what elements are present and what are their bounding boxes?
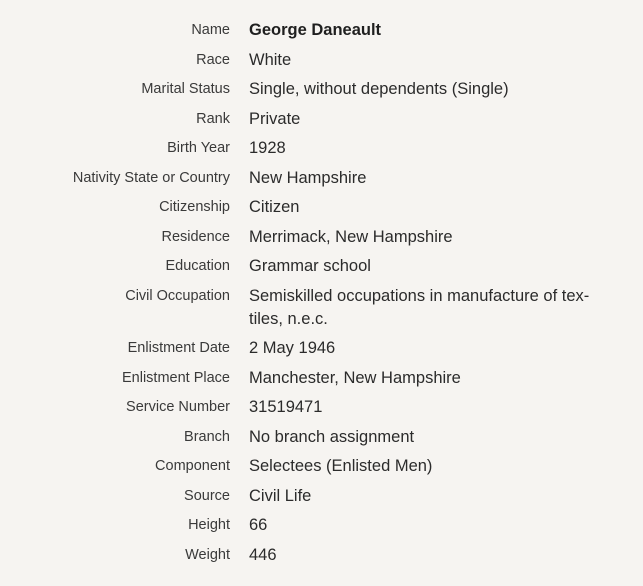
field-value-civil-occupation: Semiskilled occupations in manufacture of tex-tiles, n.e.c. (249, 286, 590, 328)
field-value-birth-year: 1928 (249, 139, 286, 157)
field-label-service-number: Service Number (126, 399, 230, 415)
field-label-name: Name (191, 22, 230, 38)
record-row-race (0, 49, 643, 72)
field-value-enlistment-date: 2 May 1946 (249, 339, 336, 357)
field-value-rank: Private (249, 109, 301, 128)
field-label-branch: Branch (184, 428, 230, 445)
record-row-education (0, 255, 643, 278)
field-label-civil-occupation: Civil Occupation (125, 287, 230, 304)
record-row-weight (0, 544, 643, 567)
record-row-enlistment-place (0, 367, 643, 390)
record-row-branch (0, 426, 643, 449)
field-value-education: Grammar school (249, 257, 371, 275)
record-row-civil-occupation (0, 285, 643, 331)
record-row-marital-status (0, 78, 643, 101)
field-label-enlistment-date: Enlistment Date (127, 340, 230, 356)
field-value-source: Civil Life (249, 486, 312, 505)
field-value-name: George Daneault (249, 21, 382, 39)
field-label-height: Height (188, 517, 230, 533)
field-value-nativity: New Hampshire (249, 168, 367, 187)
record-row-citizenship (0, 196, 643, 219)
field-value-component: Selectees (Enlisted Men) (249, 457, 433, 475)
field-value-branch: No branch assignment (249, 427, 415, 446)
field-label-education: Education (165, 258, 230, 274)
record-row-rank (0, 108, 643, 131)
field-label-nativity: Nativity State or Country (72, 169, 230, 186)
field-value-race: White (249, 50, 292, 69)
field-label-birth-year: Birth Year (167, 140, 230, 156)
field-value-residence: Merrimack, New Hampshire (249, 227, 453, 246)
field-value-marital-status: Single, without dependents (Single) (249, 80, 509, 98)
field-label-race: Race (196, 51, 230, 68)
record-row-name (0, 19, 643, 42)
record-row-source (0, 485, 643, 508)
record-row-nativity (0, 167, 643, 190)
field-label-marital-status: Marital Status (141, 81, 230, 97)
field-label-weight: Weight (185, 546, 230, 563)
field-value-citizenship: Citizen (249, 198, 300, 216)
field-label-citizenship: Citizenship (159, 199, 230, 215)
field-label-rank: Rank (196, 110, 230, 127)
record-row-enlistment-date (0, 337, 643, 360)
field-label-component: Component (155, 458, 230, 474)
field-label-residence: Residence (161, 228, 230, 245)
record-row-height (0, 514, 643, 537)
field-value-weight: 446 (249, 545, 277, 564)
field-value-service-number: 31519471 (249, 398, 323, 416)
field-value-enlistment-place: Manchester, New Hampshire (249, 368, 461, 387)
field-label-source: Source (184, 487, 230, 504)
record-row-birth-year (0, 137, 643, 160)
record-row-residence (0, 226, 643, 249)
record-row-component (0, 455, 643, 478)
field-value-height: 66 (249, 516, 268, 534)
field-label-enlistment-place: Enlistment Place (122, 369, 230, 386)
record-row-service-number (0, 396, 643, 419)
